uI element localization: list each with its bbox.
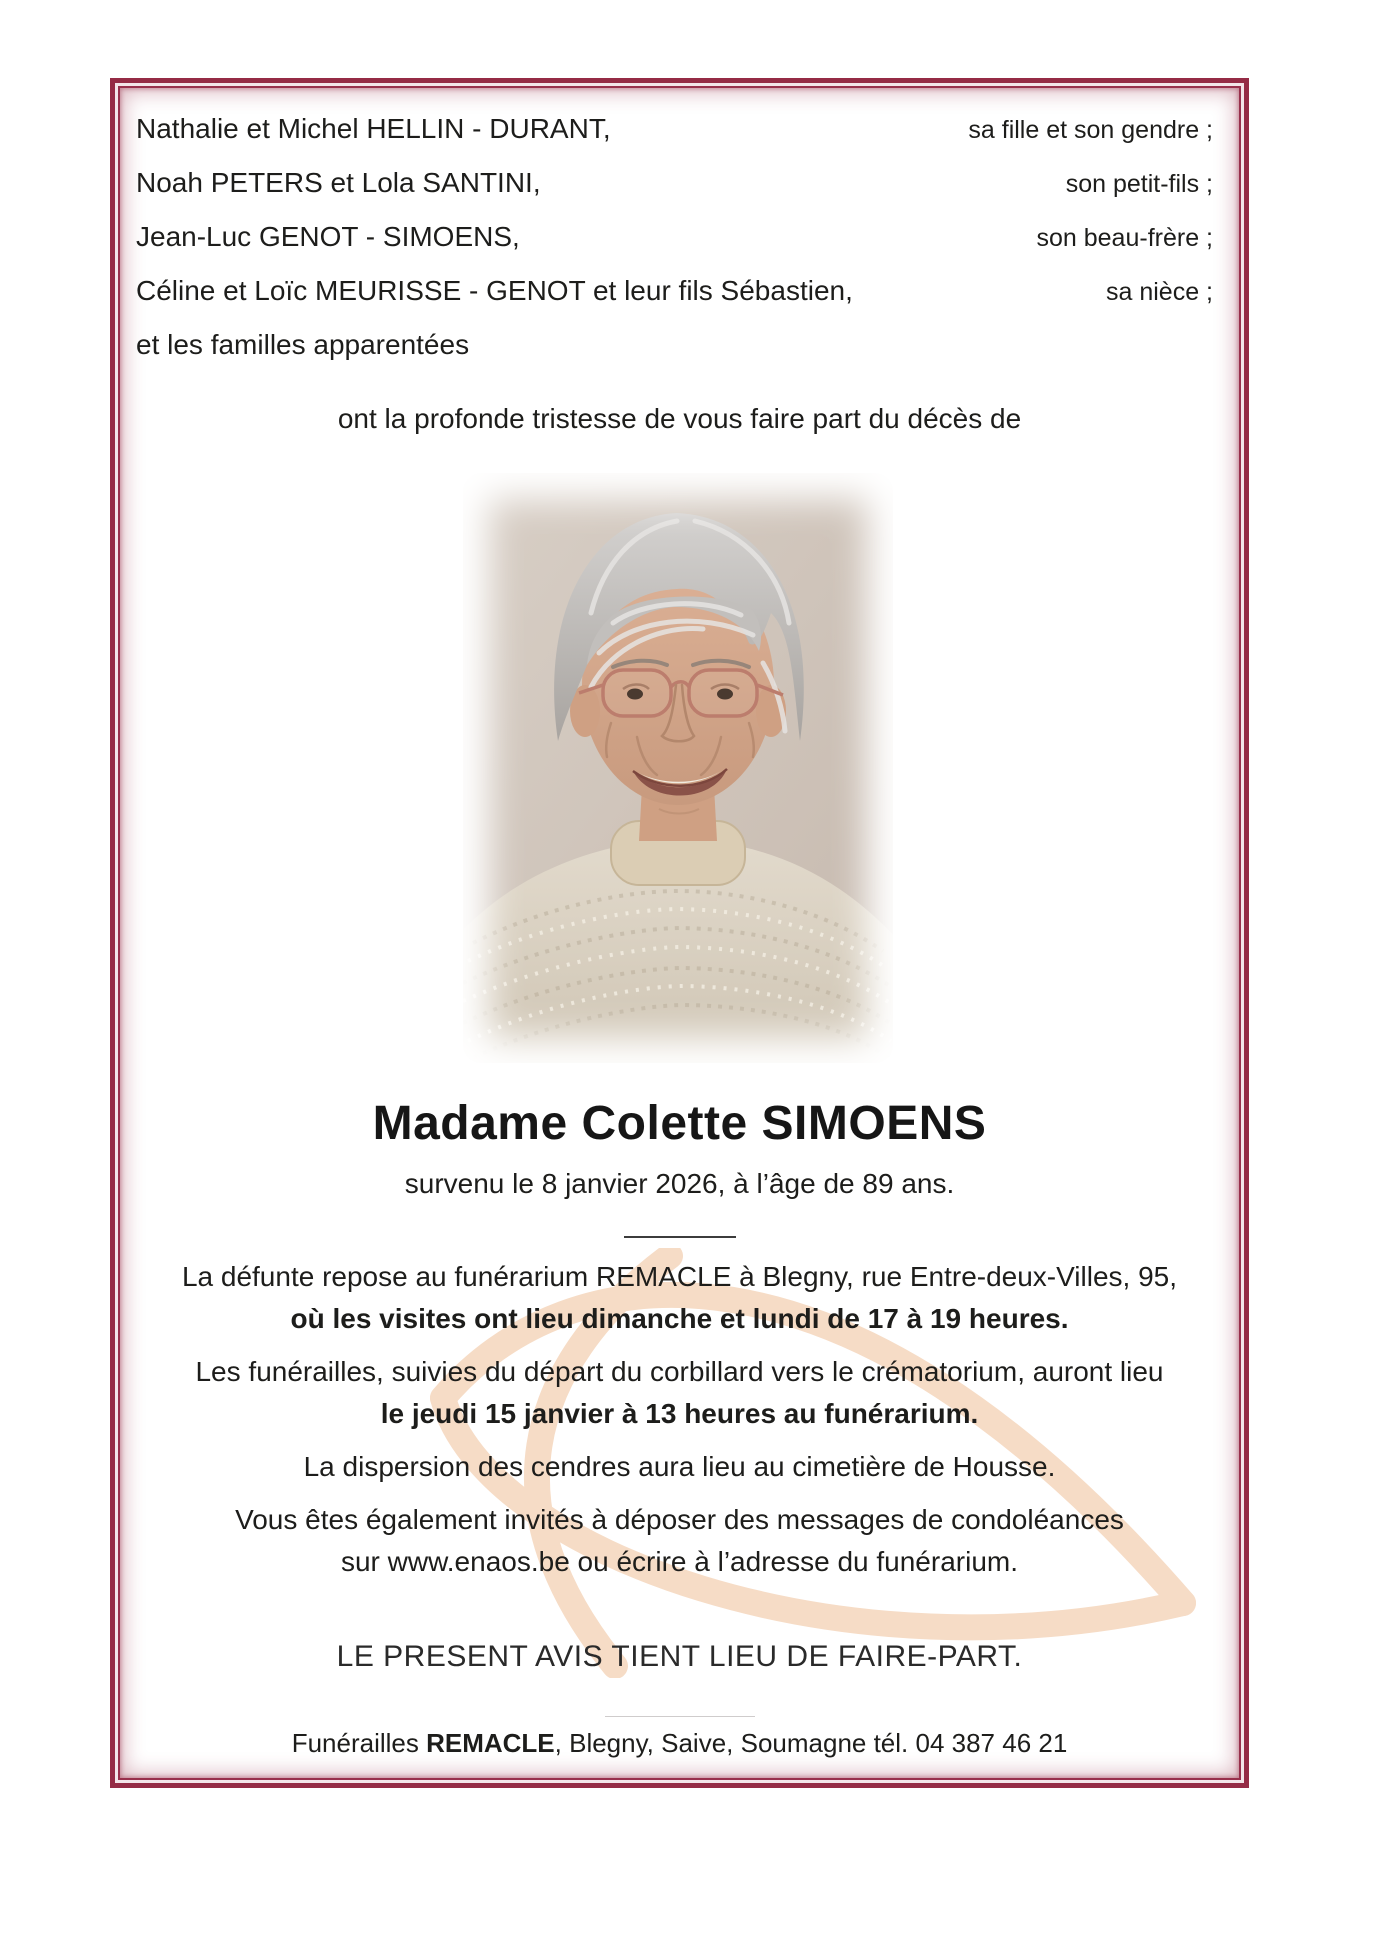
family-name: Noah PETERS et Lola SANTINI,: [136, 167, 541, 198]
paragraph-dispersion: [120, 1446, 1239, 1488]
family-name: Jean-Luc GENOT - SIMOENS,: [136, 221, 520, 252]
family-row: [136, 218, 1213, 257]
family-row: [136, 326, 1213, 364]
family-row: [136, 110, 1213, 149]
family-name: Nathalie et Michel HELLIN - DURANT,: [136, 113, 611, 144]
separator-light: [605, 1716, 755, 1717]
funerailles-bold-line: le jeudi 15 janvier à 13 heures au funérarium.: [380, 1398, 979, 1429]
family-name: et les familles apparentées: [136, 329, 470, 360]
family-row: [136, 164, 1213, 203]
intro-sentence: ont la profonde tristesse de vous faire part du décès de: [337, 403, 1022, 434]
portrait-photo-svg: [463, 473, 893, 1063]
repose-normal-line: La défunte repose au funérarium REMACLE à Blegny, rue Entre-deux-Villes, 95,: [181, 1261, 1178, 1292]
announcement-paragraphs: [120, 1256, 1239, 1594]
family-lines: [136, 110, 1213, 379]
family-relation: son petit-fils ;: [1065, 170, 1213, 198]
footer-suffix: , Blegny, Saive, Soumagne tél. 04 387 46 21: [554, 1728, 1068, 1758]
condoleances-line1: Vous êtes également invités à déposer des messages de condoléances: [235, 1504, 1124, 1535]
portrait-photo: [463, 473, 893, 1063]
announcement-content: [120, 88, 1239, 1778]
deceased-name: Madame Colette SIMOENS: [372, 1097, 987, 1150]
death-date-line: survenu le 8 janvier 2026, à l’âge de 89 ans.: [404, 1168, 955, 1199]
decorative-border-frame: [110, 78, 1249, 1788]
family-name: Céline et Loïc MEURISSE - GENOT et leur fils Sébastien,: [136, 275, 853, 306]
paragraph-repose: [120, 1256, 1239, 1340]
dispersion-line: La dispersion des cendres aura lieu au cimetière de Housse.: [303, 1451, 1056, 1482]
condoleances-line2: sur www.enaos.be ou écrire à l’adresse du funérarium.: [340, 1546, 1018, 1577]
family-relation: sa nièce ;: [1105, 278, 1213, 306]
frame-light-line: [115, 83, 1244, 1783]
footer-prefix: Funérailles: [291, 1728, 427, 1758]
paragraph-condoleances: [120, 1499, 1239, 1583]
funerailles-normal-line: Les funérailles, suivies du départ du corbillard vers le crématorium, auront lieu: [195, 1356, 1164, 1387]
separator-dark: [624, 1236, 736, 1238]
paragraph-funerailles: [120, 1351, 1239, 1435]
frame-inner-glow: [118, 86, 1241, 1780]
family-relation: sa fille et son gendre ;: [968, 116, 1213, 144]
funeral-home-footer: [120, 1728, 1239, 1759]
family-row: [136, 272, 1213, 311]
faire-part-notice: LE PRESENT AVIS TIENT LIEU DE FAIRE-PART.: [336, 1640, 1023, 1673]
family-relation: son beau-frère ;: [1036, 224, 1213, 252]
repose-bold-line: où les visites ont lieu dimanche et lundi de 17 à 19 heures.: [290, 1303, 1069, 1334]
footer-brand: REMACLE: [426, 1728, 555, 1758]
